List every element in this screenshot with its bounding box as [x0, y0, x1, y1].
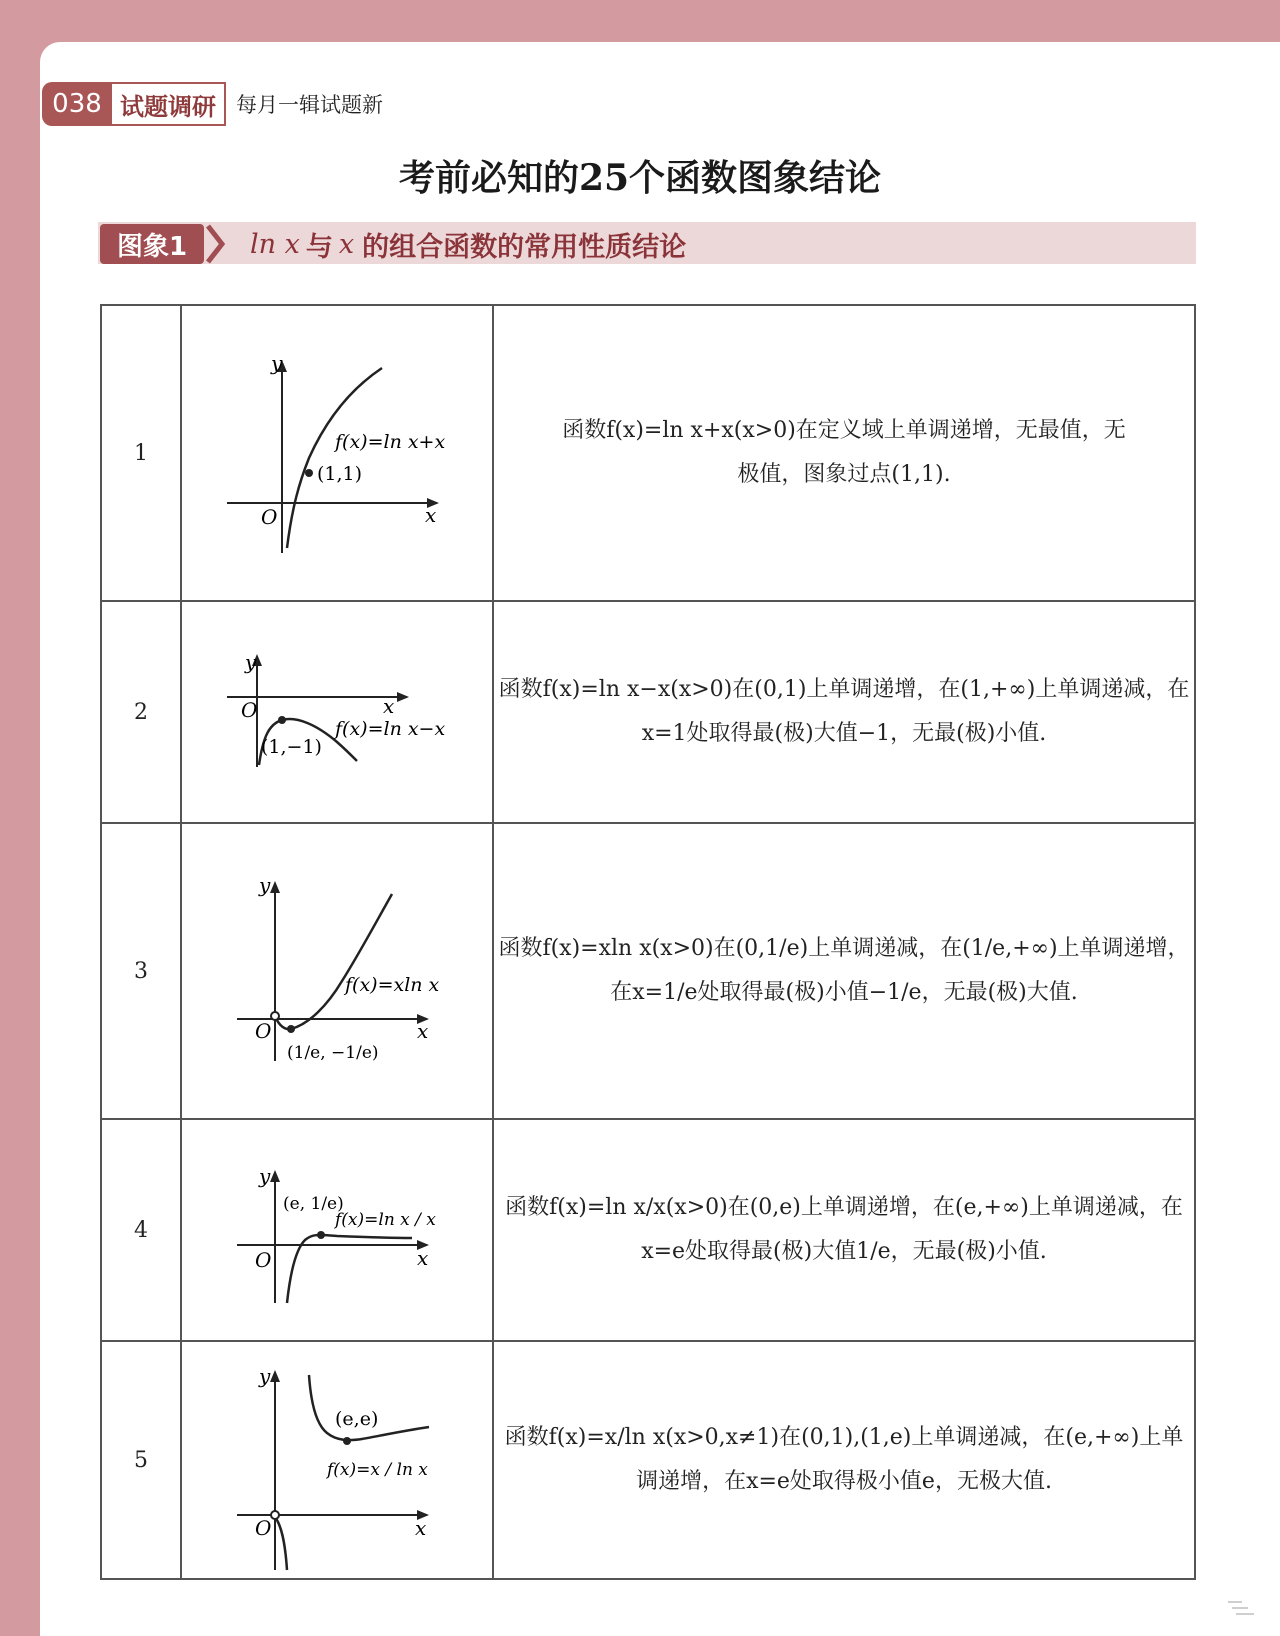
point-marker: [343, 1437, 351, 1445]
chevron-right-icon: [204, 222, 228, 266]
table-row: [101, 1119, 1195, 1341]
y-axis-label: y: [259, 1164, 271, 1188]
header-subtitle: 每月一辑试题新: [236, 93, 383, 117]
point-label: (1,1): [317, 463, 363, 485]
row-index: 5: [101, 1341, 181, 1579]
topic-heading: [250, 224, 686, 264]
page-title: 考前必知的25个函数图象结论: [398, 157, 882, 199]
table-row: [101, 1341, 1195, 1579]
conclusion-table: [100, 304, 1196, 1580]
graph-cell: [181, 305, 493, 601]
open-point-marker: [271, 1012, 279, 1020]
row-index: 2: [101, 601, 181, 823]
section-label: 试题调研: [112, 82, 226, 126]
function-label: f(x)=ln x+x: [335, 431, 446, 453]
origin-label: O: [255, 1248, 272, 1272]
origin-label: O: [255, 1516, 272, 1540]
description-text: 函数f(x)=ln x+x(x>0)在定义域上单调递增，无最值，无极值，图象过点(1,1).: [562, 418, 1126, 487]
function-graph-3: [187, 826, 487, 1116]
function-label: f(x)=x / ln x: [327, 1460, 428, 1480]
description-text: 函数f(x)=x/ln x(x>0,x≠1)在(0,1),(1,e)上单调递减，在(e,+∞)上单调递增，在x=e处取得极小值e，无极大值.: [504, 1425, 1184, 1494]
running-header: [42, 82, 383, 126]
description-cell: [493, 601, 1195, 823]
point-marker: [305, 469, 313, 477]
description-cell: [493, 1119, 1195, 1341]
function-label: f(x)=ln x−x: [335, 718, 446, 740]
function-label: f(x)=xln x: [345, 974, 440, 996]
graph-cell: [181, 1341, 493, 1579]
x-axis-label: x: [417, 1246, 429, 1270]
table-row: [101, 823, 1195, 1119]
description-text: 函数f(x)=xln x(x>0)在(0,1/e)上单调递减，在(1/e,+∞)上单调递增，在x=1/e处取得最(极)小值−1/e，无最(极)大值.: [498, 936, 1190, 1005]
origin-label: O: [261, 505, 278, 529]
graph-cell: [181, 1119, 493, 1341]
origin-label: O: [255, 1019, 272, 1043]
open-point-marker: [271, 1511, 279, 1519]
function-graph-2: [187, 607, 487, 817]
y-axis-label: y: [271, 351, 283, 375]
function-graph-4: [187, 1125, 487, 1335]
function-graph-1: [187, 308, 487, 598]
point-marker: [317, 1231, 325, 1239]
row-index: 3: [101, 823, 181, 1119]
function-label: f(x)=ln x / x: [335, 1210, 436, 1230]
table-row: [101, 601, 1195, 823]
point-label: (e,e): [335, 1408, 379, 1430]
topic-heading-mid: 与: [305, 231, 333, 263]
description-text: 函数f(x)=ln x−x(x>0)在(0,1)上单调递增，在(1,+∞)上单调递减，在x=1处取得最(极)大值−1，无最(极)小值.: [498, 677, 1190, 746]
description-cell: [493, 823, 1195, 1119]
description-cell: [493, 305, 1195, 601]
point-label: (e, 1/e): [283, 1194, 344, 1214]
x-axis-label: x: [383, 694, 395, 718]
y-axis-label: y: [259, 1364, 271, 1388]
topic-badge: 图象1: [100, 224, 204, 264]
row-index: 1: [101, 305, 181, 601]
point-label: (1,−1): [261, 736, 322, 758]
x-axis-label: x: [417, 1019, 429, 1043]
page-number: 038: [42, 82, 112, 126]
graph-cell: [181, 601, 493, 823]
topic-heading-var: x: [338, 228, 355, 260]
point-marker: [287, 1025, 295, 1033]
function-graph-5: [187, 1345, 487, 1575]
x-axis-label: x: [425, 503, 437, 527]
point-label: (1/e, −1/e): [287, 1043, 379, 1063]
y-axis-label: y: [259, 873, 271, 897]
table-row: [101, 305, 1195, 601]
row-index: 4: [101, 1119, 181, 1341]
y-axis-label: y: [245, 650, 257, 674]
watermark-icon: [1226, 1596, 1256, 1620]
origin-label: O: [241, 698, 258, 722]
x-axis-label: x: [415, 1516, 427, 1540]
description-text: 函数f(x)=ln x/x(x>0)在(0,e)上单调递增，在(e,+∞)上单调递减，在x=e处取得最(极)大值1/e，无最(极)小值.: [505, 1195, 1183, 1264]
topic-heading-prefix: ln x: [250, 228, 300, 260]
graph-cell: [181, 823, 493, 1119]
topic-heading-suffix: 的组合函数的常用性质结论: [362, 231, 687, 263]
point-marker: [278, 716, 286, 724]
description-cell: [493, 1341, 1195, 1579]
